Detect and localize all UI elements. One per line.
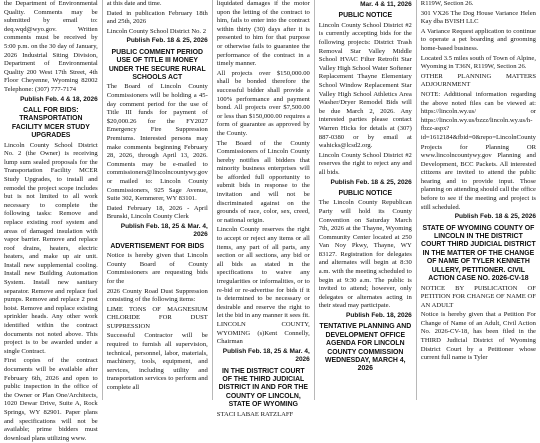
notice-paragraph: NOTE: Additional information regarding the above noted files can be viewed at: https://lincoln.wy.us/ or https://lincoln.wy.us/bzzz/lincoln.wy.us/h-fbzz-aspx?id=1612184&fbid=0&repo=LincolnCounty (420, 90, 536, 141)
publication-dates: Publish Feb. 18, 25 & Mar. 4, 2026 (120, 222, 208, 239)
notice-heading: ADVERTISEMENT FOR BIDS (110, 242, 205, 250)
notice-paragraph: Lincoln County School District No. 2 (106, 27, 207, 35)
notice-paragraph: The Board of the County Commissioners of Lincoln County hereby notifies all bidders that minority business enterprises will be afforded full opportunity to submit bids in response to the invitation and will not be discriminated against on the grounds of race, color, sex, creed, or national origin. (216, 139, 310, 224)
notice-paragraph: STACI LABAE RATZLAFF (216, 410, 294, 418)
publication-dates: Publish Feb. 18, 2026 (346, 312, 412, 320)
notice-paragraph: R119W, Section 26. (420, 0, 474, 7)
notice-paragraph: at this date and time. (106, 0, 162, 7)
notice-paragraph: Notice is hereby given that a Petition For Change of Name of an Adult, Civil Action No. 2026-CV-18, has been filed in the THIRD Judicial District of Wyoming District Court by a Petitioner whose current full name is Tyler (420, 311, 536, 362)
notice-heading: PUBLIC NOTICE (338, 12, 393, 20)
notice-paragraph: Notice is hereby given that Lincoln County Board of County Commissioners are requesting bids for the (106, 252, 208, 285)
column-1 (0, 0, 102, 442)
column-4 (314, 0, 416, 400)
notice-paragraph: NOTICE BY PUBLICATION OF PETITION FOR CHANGE OF NAME OF AN ADULT (420, 284, 536, 309)
notice-paragraph: Projects for Planning OR www.lincolncountywy.gov Planning and Development, BCC Packets. All interested citizens are invited to attend the public hearing and to provide input. Those planning on attending should call the office before to see if the meeting and project is still scheduled. (420, 143, 536, 211)
column-2 (102, 0, 212, 400)
notice-paragraph: The Board of Lincoln County Commissioners will be holding a 45-day comment period for the use of Title III funds for payment of $20,000.26 for the FY2027 Emergency Fire Suppression Premiums. Interested persons may make comments beginning February 28, 2026, through April 13, 2026. Comments may be e-mailed to commissioners@lincolncountywy.gov or mailed to: Lincoln County Commissioners, 925 Sage Avenue, Suite 302, Kemmerer, WY 83101. (106, 83, 208, 203)
publication-dates: Publish Feb. 18 & 25, 2026 (330, 178, 412, 186)
publication-dates: Mar. 4 & 11, 2026 (360, 1, 412, 8)
notice-paragraph: A Variance Request application to continue to operate a pet boarding and grooming home-based business. (420, 27, 536, 52)
notice-paragraph: Lincoln County School District No. 2 (the Owner) is receiving lump sum sealed proposals for the Transportation Facility MCER Study Upgrades, to install and remodel the project scope includes but is not limited to all work necessary to complete the following tasks: Remove and replace existing roof system and areas of damaged insulation with vapor barrier. Remove and replace roof drains, heaters, electric heaters, and make up air unit. Install new supplemental cooling. Install new Building Automation System. Install new sanitary separator. Remove and replace fuel pumps. Remove and replace 2 post hoist. Remove and replace existing sprinkler heads. Any other work identified within the contract documents not noted above. This project is to be awarded under a single Contract. (4, 141, 98, 355)
notice-heading: PUBLIC NOTICE (338, 189, 393, 197)
publication-dates: Publish Feb. 4 & 18, 2026 (20, 95, 98, 103)
notice-heading: STATE OF WYOMING COUNTY OF LINCOLN IN THE DISTRICT COURT THIRD JUDICIAL DISTRICT IN THE MATTER OF THE CHANGE OF NAME OF TYLER KENNETH ULLERY, PETITIONER. CIVIL ACTION CASE NO. 2026-CV-18 (421, 224, 536, 283)
publication-dates: Publish Feb. 18 & 25, 2026 (126, 37, 208, 45)
notice-paragraph: LIME TONS OF MAGNESIUM CHLORIDE FOR DUST SUPPRESSION (106, 305, 208, 330)
notice-paragraph: 2026 County Road Dust Suppression consisting of the following items: (106, 287, 208, 304)
notice-heading: PUBLIC COMMENT PERIOD USE OF TITLE III MONEY UNDER THE SECURE RURAL SCHOOLS ACT (108, 48, 206, 81)
publication-dates: Publish Feb. 18, 25 & Mar. 4, 2026 (222, 347, 310, 364)
notice-paragraph: liquidated damages if the motor upon the letting of the contract to him, fails to enter into the contract within thirty (30) days after it is presented to him for that purpose or otherwise fails to guarantee the performance of the contract in a timely manner. (216, 0, 310, 68)
notice-paragraph: Lincoln County reserves the right to accept or reject any items or all items, any part of all parts, any section or all sections, any bid or all bids as stated in the specifications to waive any irregularities or informalities, or to re-bid or re-advertise for bids if it is determined to be necessary or desirable and reserve the right to let the bid in any manner it sees fit. LINCOLN COUNTY, WYOMING (s)Kent Connelly, Chairman (216, 226, 310, 346)
notice-heading: IN THE DISTRICT COURT OF THE THIRD JUDICIAL DISTRICT IN AND FOR THE COUNTY OF LINCOLN, STATE OF WYOMING (218, 367, 308, 409)
notice-paragraph: All projects over $150,000.00 shall be bonded therefore the successful bidder shall provide a 100% performance and payment bond. All projects over $7,500.00 or less than $150,000.00 requires a form of guarantee as approved by the County. (216, 69, 310, 137)
publication-dates: Publish Feb. 18 & 25, 2026 (454, 213, 536, 221)
notice-paragraph: the Department of Environmental Quality. Comments may be submitted by email to: deq.wqd@wyo.gov. Written comments must be received by 5:00 p.m. on the 30 day of January, 2026 Industrial Siting Division, Department of Environmental Quality 200 West 17th Street, 4th Floor Cheyenne, Wyoming 82002 Telephone: (307) 777-7174 (4, 0, 98, 93)
notice-paragraph: 301 VX26 The Dog House Variance Helen Kay dba BVISH LLC (420, 9, 536, 26)
notice-paragraph: Lincoln County School District #2 is currently accepting bids for the following projects: District Trash Removal Star Valley Middle School HVAC Filter Retrofit Star Valley High School Water Softener Replacement Thayne Elementary School Window Replacement Star Valley High School Athletics Area Washer/Dryer Remodel Bids will be due March 2, 2026. Any interested parties please contact Warren Hicks for details at (307) 887-0380 or by email at wahicks@lcsd2.org. (318, 21, 412, 150)
column-5 (416, 0, 540, 400)
notice-paragraph: OTHER PLANNING MATTERS ADJOURNMENT (420, 72, 536, 89)
notice-heading: CALL FOR BIDS: TRANSPORTATION FACILITY MCER STUDY UPGRADES (11, 106, 90, 140)
notice-paragraph: Successful Contractor will be required to furnish all supervision, technical, personnel, labor, materials, machinery, tools, equipment, and services, including utility and transportation services to perform and complete all (106, 332, 208, 392)
notice-paragraph: The Lincoln County Republican Party will hold its County Convention on Saturday March 7th, 2026 at the Thayne, Wyoming Community Center located at 250 Van Noy Pkwy, Thayne, WY 83127. Registration for delegates and alternates will begin at 8:30 a.m. with the meeting scheduled to begin at 9:30 a.m. The public is invited to attend; however, only delegates or alternates acting in their stead may participate. (318, 199, 412, 310)
notice-heading: TENTATIVE PLANNING AND DEVELOPMENT OFFICE AGENDA FOR LINCOLN COUNTY COMMISSION WEDNESDAY, MARCH 4, 2026 (319, 323, 412, 373)
column-3 (212, 0, 314, 418)
notice-paragraph: Dated February 18, 2026 - April Brunski, Lincoln County Clerk (106, 204, 208, 221)
notice-paragraph: Lincoln County School District #2 reserves the right to reject any and all bids. (318, 151, 412, 176)
notice-paragraph: Dated in publication February 18th and 25th, 2026 (106, 9, 208, 26)
notice-paragraph: First copies of the contract documents will be available after February 6th, 2026 and open to public inspection in the office of the Owner or Plan One/Architects, 1020 Dewar Drive, Suite A, Rock Springs, WY 82901. Paper plans and specifications will not be available; prime bidders must download plans utilizing www. (4, 357, 98, 442)
notice-paragraph: Located 3.5 miles south of Town of Alpine, Wyoming in T36N, R119W, Section 26. (420, 54, 536, 71)
